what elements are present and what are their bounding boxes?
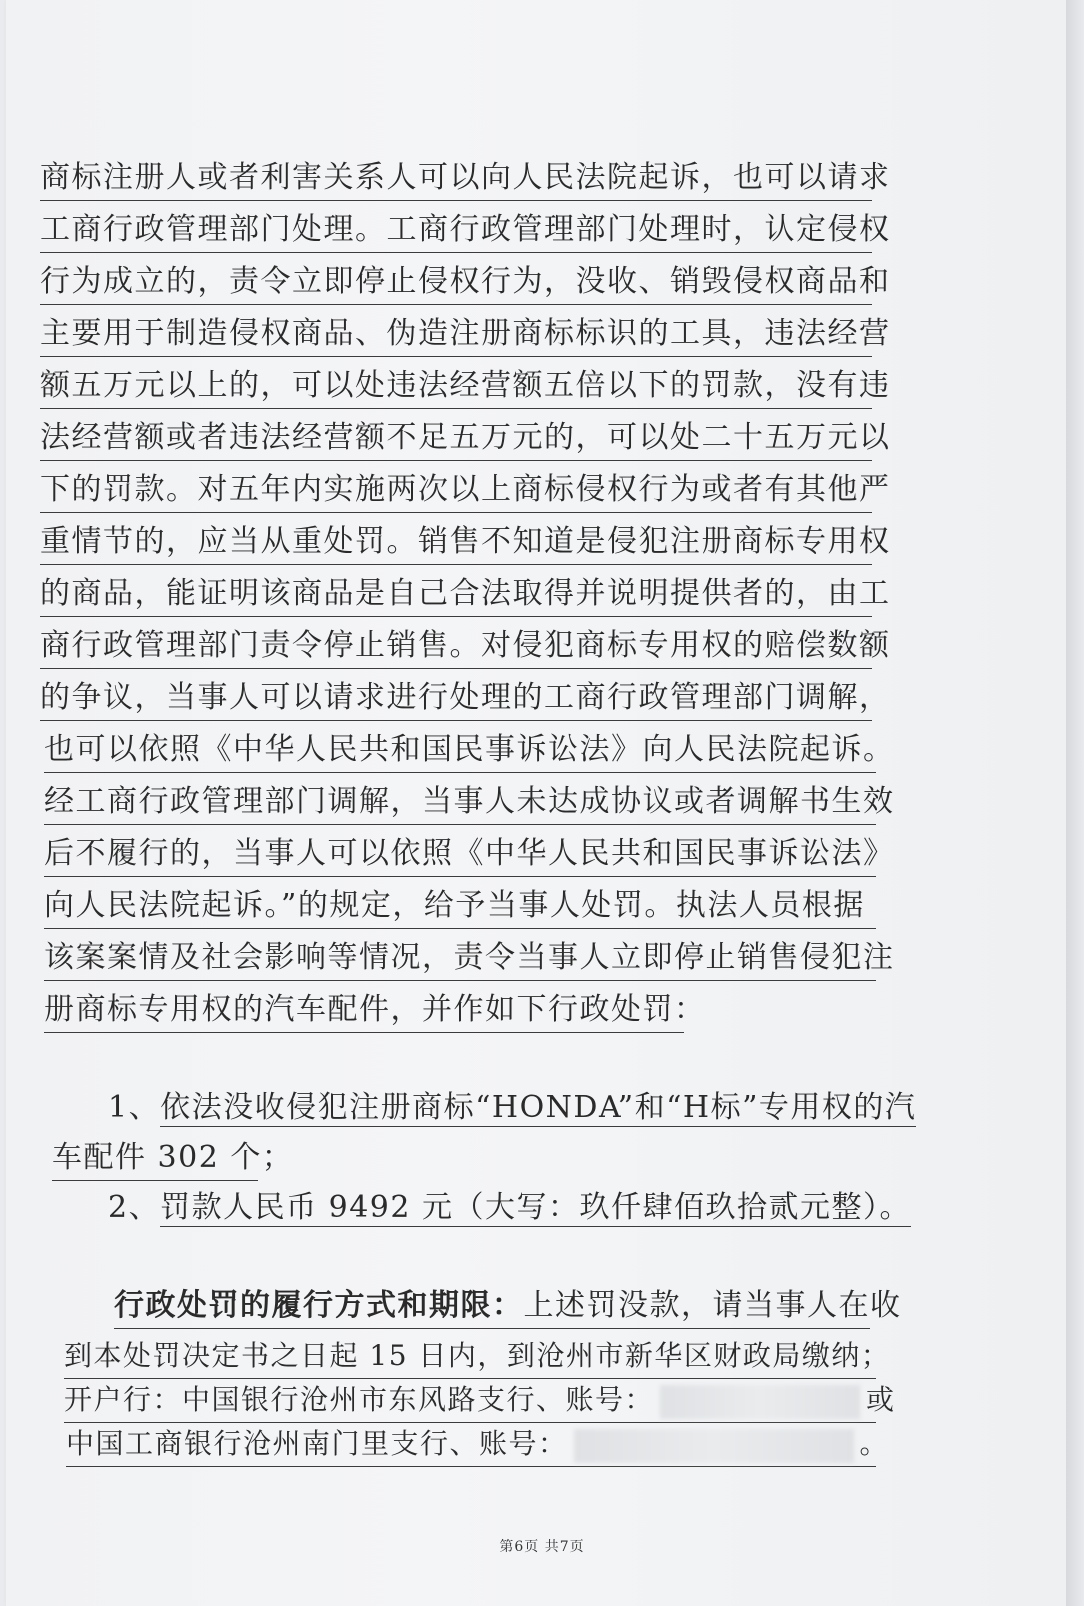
redacted-account-1 [660,1385,860,1419]
payment-heading-line [114,1284,902,1329]
bank-1-label: 开户行：中国银行沧州市东风路支行、账号： [64,1383,655,1416]
page-edge [1066,0,1084,1606]
paragraph-line: 册商标专用权的汽车配件，并作如下行政处罚： [44,988,684,1033]
paragraph-line: 商标注册人或者利害关系人可以向人民法院起诉，也可以请求 [40,156,872,201]
page-number: 第6页 共7页 [499,1539,585,1555]
paragraph-line: 工商行政管理部门处理。工商行政管理部门处理时，认定侵权 [40,208,872,253]
payment-heading: 行政处罚的履行方式和期限： [114,1288,524,1323]
paragraph-line: 的商品，能证明该商品是自己合法取得并说明提供者的，由工 [40,572,872,617]
paragraph-line: 也可以依照《中华人民共和国民事诉讼法》向人民法院起诉。 [44,728,876,773]
paragraph-line: 主要用于制造侵权商品、伪造注册商标标识的工具，违法经营 [40,312,872,357]
paragraph-line: 的争议，当事人可以请求进行处理的工商行政管理部门调解， [40,676,872,721]
item-2-text: 罚款人民币 9492 元（大写：玖仟肆佰玖拾贰元整）。 [160,1190,912,1225]
penalty-item-1-cont: 车配件 302 个； [52,1136,258,1181]
paragraph-line: 行为成立的，责令立即停止侵权行为，没收、销毁侵权商品和 [40,260,872,305]
paragraph-line: 该案案情及社会影响等情况，责令当事人立即停止销售侵犯注 [44,936,876,981]
payment-line-4 [66,1422,890,1467]
payment-text-1: 上述罚没款，请当事人在收 [523,1288,902,1323]
item-1-text: 依法没收侵犯注册商标“HONDA”和“H标”专用权的汽 [160,1090,917,1125]
bank-2-label: 中国工商银行沧州南门里支行、账号： [66,1427,568,1460]
paragraph-line: 向人民法院起诉。”的规定，给予当事人处罚。执法人员根据 [44,884,876,929]
paragraph-line: 额五万元以上的，可以处违法经营额五倍以下的罚款，没有违 [40,364,872,409]
penalty-item-1 [108,1086,917,1130]
payment-line-3 [64,1378,896,1423]
redacted-account-2 [574,1429,854,1463]
paragraph-line: 后不履行的，当事人可以依照《中华人民共和国民事诉讼法》 [44,832,876,877]
penalty-item-2 [108,1186,912,1230]
item-1-prefix: 1、 [108,1090,161,1125]
paragraph-line: 经工商行政管理部门调解，当事人未达成协议或者调解书生效 [44,780,876,825]
paragraph-line: 法经营额或者违法经营额不足五万元的，可以处二十五万元以 [40,416,872,461]
payment-line-2: 到本处罚决定书之日起 15 日内，到沧州市新华区财政局缴纳； [64,1334,876,1379]
bank-2-end: 。 [859,1427,890,1460]
paragraph-line: 商行政管理部门责令停止销售。对侵犯商标专用权的赔偿数额 [40,624,872,669]
bank-1-or: 或 [866,1383,896,1416]
paragraph-line: 重情节的，应当从重处罚。销售不知道是侵犯注册商标专用权 [40,520,872,565]
paragraph-line: 下的罚款。对五年内实施两次以上商标侵权行为或者有其他严 [40,468,872,513]
item-2-prefix: 2、 [108,1190,161,1225]
